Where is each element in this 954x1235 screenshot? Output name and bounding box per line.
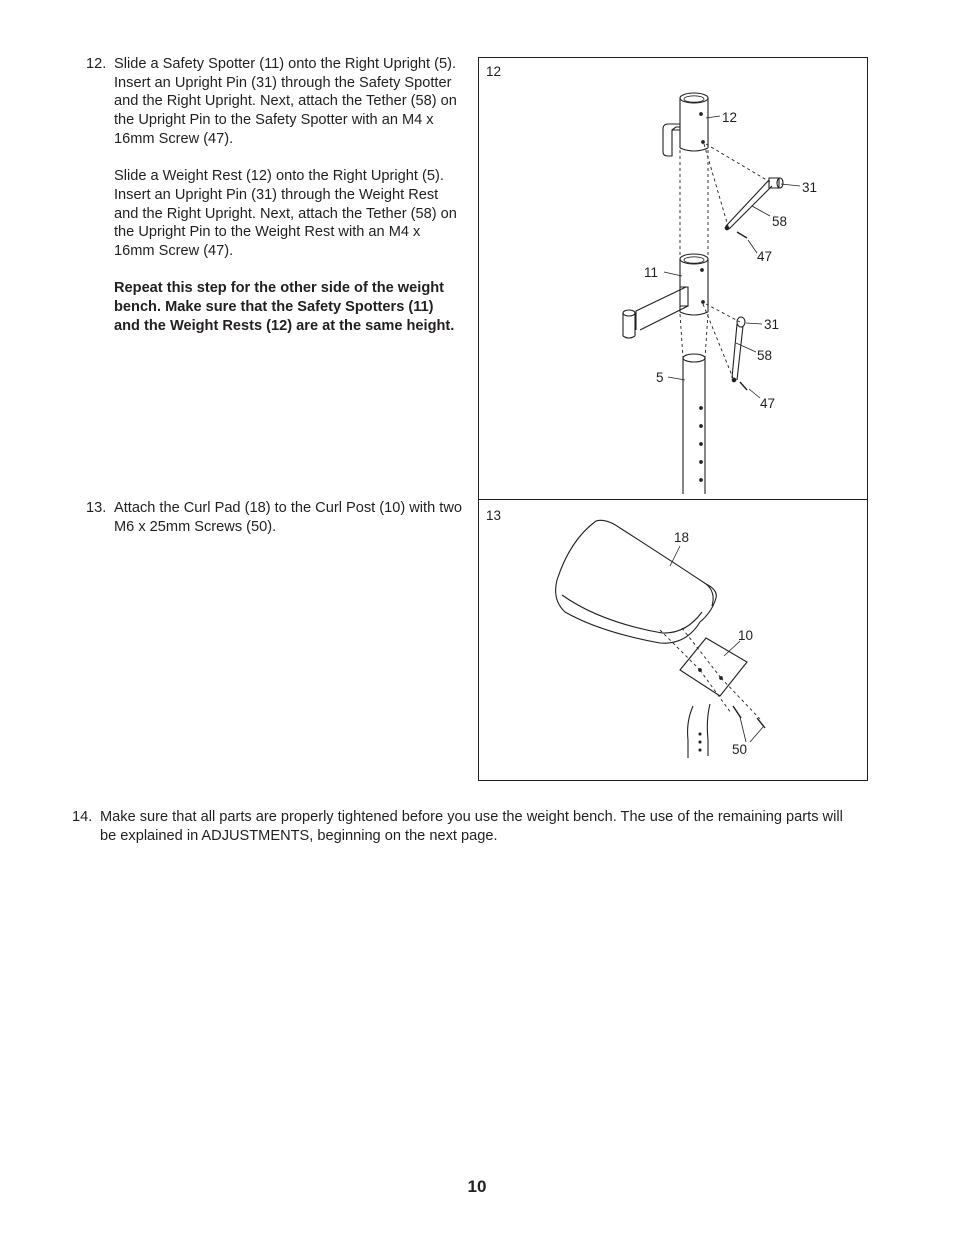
step-number: 13. [86,500,107,516]
callout-31: 31 [764,317,780,332]
step-paragraph: Slide a Safety Spotter (11) onto the Right Upright (5). Insert an Upright Pin (31) through the Safety Spotter and the Right Upright. Next, attach the Tether (58) on the Upright Pin to the Safety Spotter with an M4 x 16mm Screw (47). [114,56,457,147]
step-number: 14. [72,809,93,825]
curl-post-illustration [680,638,747,758]
step-paragraph: Slide a Weight Rest (12) onto the Right Upright (5). Insert an Upright Pin (31) through the Weight Rest and the Right Upright. Next, attach the Tether (58) on the Upright Pin to the Weight Rest with an M4 x 16mm Screw (47). [114,168,457,260]
callout-50: 50 [732,742,748,757]
screw-50 [733,706,765,742]
weight-rest-illustration [663,93,708,156]
callout-47: 47 [760,396,776,411]
callout-11: 11 [644,265,659,280]
callout-58: 58 [772,214,788,229]
curl-pad-illustration [556,520,717,643]
callout-31: 31 [802,180,818,195]
callout-18: 18 [674,530,690,545]
step-number: 12. [86,56,107,72]
callout-12: 12 [722,110,738,125]
upright-pin-lower [732,317,747,390]
callout-58: 58 [757,348,773,363]
callouts [644,110,817,757]
step-paragraph: Attach the Curl Pad (18) to the Curl Post (10) with two M6 x 25mm Screws (50). [114,500,462,535]
right-upright-illustration [683,354,705,494]
step-note: Repeat this step for the other side of the weight bench. Make sure that the Safety Spotters (11) and the Weight Rests (12) are at the same height. [114,280,455,334]
upright-pin-upper [725,178,783,238]
page-number: 10 [467,1177,487,1196]
figure-12-number: 12 [486,64,502,79]
safety-spotter-illustration [623,254,708,338]
callout-10: 10 [738,628,754,643]
figure-13-number: 13 [486,508,502,523]
callout-5: 5 [656,370,664,385]
callout-47: 47 [757,249,773,264]
step-paragraph: Make sure that all parts are properly tightened before you use the weight bench. The use of the remaining parts will be explained in ADJUSTMENTS, beginning on the next page. [100,809,843,844]
